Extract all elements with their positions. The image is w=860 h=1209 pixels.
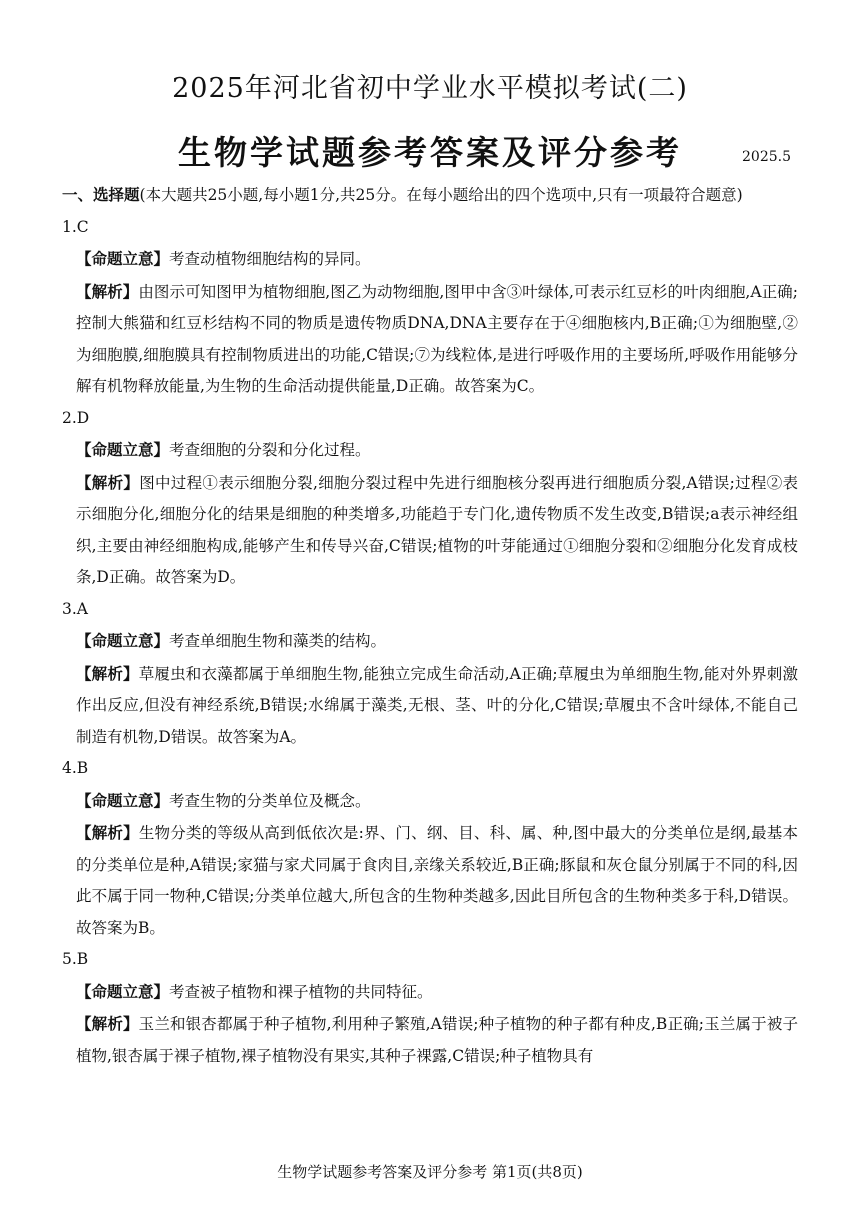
question-5-analysis [62,1008,798,1072]
intent-text: 考查单细胞生物和藻类的结构。 [169,632,387,650]
analysis-text: 图中过程①表示细胞分裂,细胞分裂过程中先进行细胞核分裂再进行细胞质分裂,A错误;过程②表示细胞分化,细胞分化的结果是细胞的种类增多,功能趋于专门化,遗传物质不发生改变,B错误;a表示神经组织,主要由神经细胞构成,能够产生和传导兴奋,C错误;植物的叶芽能通过①细胞分裂和②细胞分化发育成枝条,D正确。故答案为D。 [76,473,798,586]
analysis-text: 由图示可知图甲为植物细胞,图乙为动物细胞,图甲中含③叶绿体,可表示红豆杉的叶肉细胞,A正确;控制大熊猫和红豆杉结构不同的物质是遗传物质DNA,DNA主要存在于④细胞核内,B正确;①为细胞壁,②为细胞膜,细胞膜具有控制物质进出的功能,C错误;⑦为线粒体,是进行呼吸作用的主要场所,呼吸作用能够分解有机物释放能量,为生物的生命活动提供能量,D正确。故答案为C。 [76,282,798,395]
intent-tag: 【命题立意】 [76,631,170,650]
question-2-intent [62,434,798,467]
question-label-5: 5.B [62,950,89,968]
question-4-analysis [62,817,798,944]
section-heading-choice [62,179,798,212]
question-1-intent [62,243,798,276]
question-5-intent [62,976,798,1009]
exam-date: 2025.5 [742,149,791,165]
question-4-intent [62,785,798,818]
answer-content [62,179,798,1072]
intent-text: 考查生物的分类单位及概念。 [169,791,371,810]
section-description: (本大题共25小题,每小题1分,共25分。在每小题给出的四个选项中,只有一项最符合题意) [139,186,743,204]
page-footer: 生物学试题参考答案及评分参考 第1页(共8页) [277,1163,583,1181]
intent-text: 考查动植物细胞结构的异同。 [169,250,371,268]
intent-tag: 【命题立意】 [76,790,170,810]
question-label-1: 1.C [62,217,89,236]
section-heading-label: 一、选择题 [62,185,140,204]
analysis-text: 生物分类的等级从高到低依次是:界、门、纲、目、科、属、种,图中最大的分类单位是纲,最基本的分类单位是种,A错误;家猫与家犬同属于食肉目,亲缘关系较近,B正确;豚鼠和灰仓鼠分别属于不同的科,因此不属于同一物种,C错误;分类单位越大,所包含的生物种类越多,因此目所包含的生物种类多于科,D错误。故答案为B。 [76,824,798,937]
question-3-analysis [62,658,798,754]
exam-title: 2025年河北省初中学业水平模拟考试(二) [172,73,688,104]
intent-text: 考查细胞的分裂和分化过程。 [169,441,371,459]
question-label-4: 4.B [62,759,89,777]
question-2-analysis [62,467,798,594]
analysis-tag: 【解析】 [76,663,139,683]
question-label-2: 2.D [62,408,90,427]
page-title: 生物学试题参考答案及评分参考 [178,133,682,172]
question-label-3: 3.A [62,599,88,618]
analysis-tag: 【解析】 [76,1014,139,1033]
intent-tag: 【命题立意】 [76,981,170,1001]
question-3-intent [62,625,798,658]
analysis-tag: 【解析】 [76,472,140,492]
intent-tag: 【命题立意】 [76,249,170,268]
analysis-text: 玉兰和银杏都属于种子植物,利用种子繁殖,A错误;种子植物的种子都有种皮,B正确;玉兰属于被子植物,银杏属于裸子植物,裸子植物没有果实,其种子裸露,C错误;种子植物具有 [76,1015,798,1065]
analysis-text: 草履虫和衣藻都属于单细胞生物,能独立完成生命活动,A正确;草履虫为单细胞生物,能对外界刺激作出反应,但没有神经系统,B错误;水绵属于藻类,无根、茎、叶的分化,C错误;草履虫不含叶绿体,不能自己制造有机物,D错误。故答案为A。 [76,664,798,746]
intent-text: 考查被子植物和裸子植物的共同特征。 [169,982,433,1001]
analysis-tag: 【解析】 [76,281,139,301]
intent-tag: 【命题立意】 [76,440,170,459]
question-1-analysis [62,276,798,403]
analysis-tag: 【解析】 [76,823,139,842]
